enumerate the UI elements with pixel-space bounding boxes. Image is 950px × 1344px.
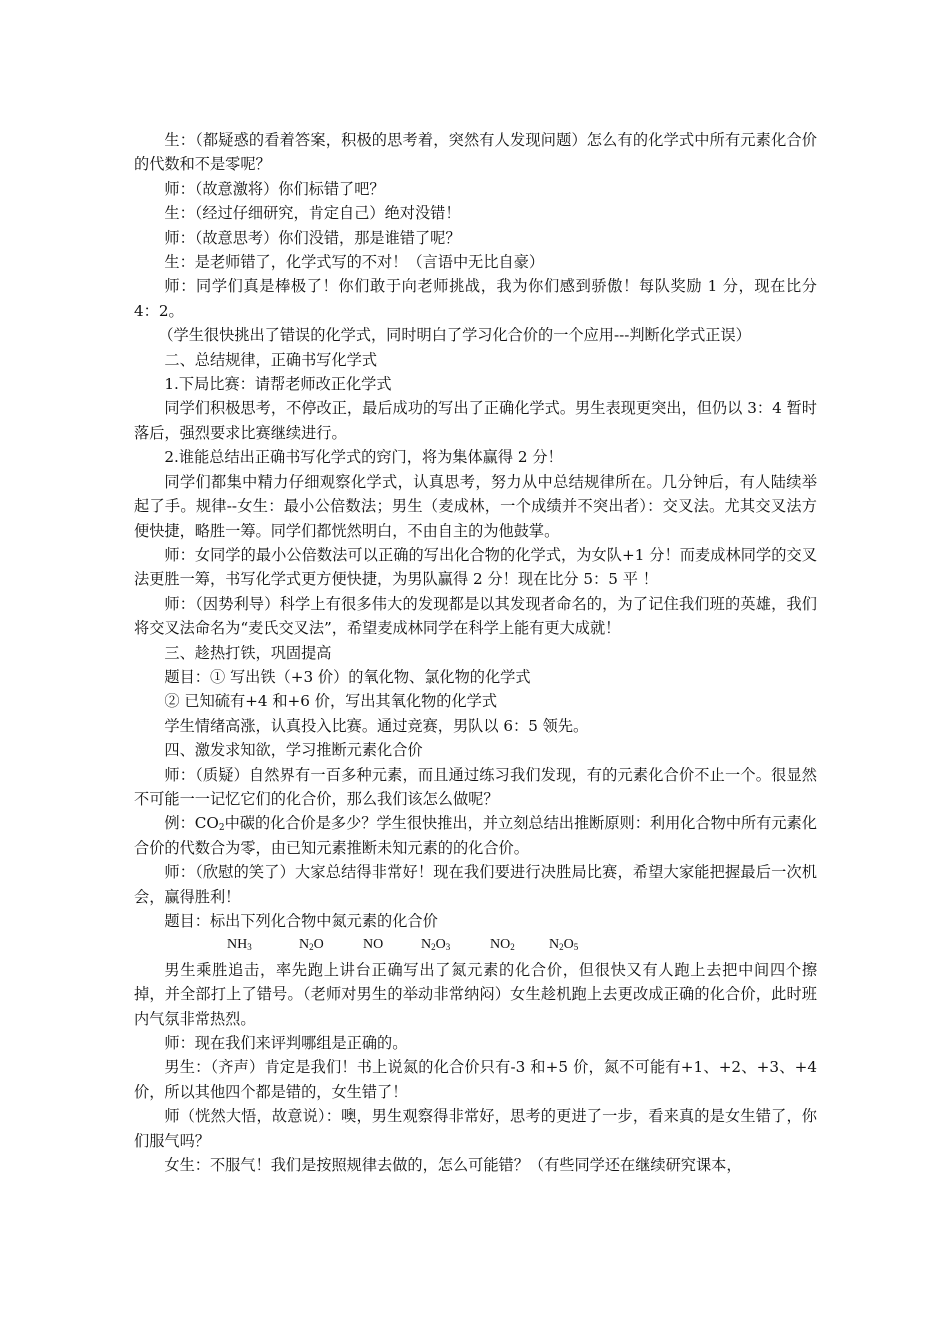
paragraph: ② 已知硫有+4 和+6 价，写出其氧化物的化学式 (164, 692, 498, 711)
formula: $N_2O_3$ (421, 937, 451, 953)
paragraph: （学生很快挑出了错误的化学式，同时明白了学习化合价的一个应用---判断化学式正误） (158, 326, 751, 345)
formula-list (134, 933, 817, 957)
section-heading: 二、总结规律，正确书写化学式 (164, 350, 378, 369)
paragraph: 生：（经过仔细研究，肯定自己）绝对没错！ (164, 204, 461, 223)
example-suffix: 中碳的化合价是多少？学生很快推出，并立刻总结出推断原则：利用化合物中所有元素化合价的代数合为零，由已知元素推断未知元素的的化合价。 (134, 814, 817, 857)
paragraph: 师：现在我们来评判哪组是正确的。 (164, 1034, 408, 1053)
section-heading: 四、激发求知欲，学习推断元素化合价 (164, 741, 423, 760)
paragraph: 师（恍然大悟，故意说）：噢，男生观察得非常好，思考的更进了一步，看来真的是女生错了，你们服气吗？ (134, 1107, 817, 1150)
paragraph: 师：（欣慰的笑了）大家总结得非常好！现在我们要进行决胜局比赛，希望大家能把握最后一次机会，赢得胜利！ (134, 863, 817, 906)
document-body (134, 128, 817, 1177)
paragraph: 男生乘胜追击，率先跑上讲台正确写出了氮元素的化合价，但很快又有人跑上去把中间四个擦掉，并全部打上了错号。（老师对男生的举动非常纳闷）女生趁机跑上去更改成正确的化合价，此时班内气氛非常热烈。 (134, 960, 817, 1028)
example-prefix: 例：CO (164, 814, 219, 833)
paragraph: 生：是老师错了，化学式写的不对！（言语中无比自豪） (164, 253, 545, 272)
example-paragraph (134, 811, 817, 860)
paragraph: 男生：（齐声）肯定是我们！书上说氮的化合价只有-3 和+5 价，氮不可能有+1、+2、+3、+4 价，所以其他四个都是错的，女生错了！ (134, 1058, 817, 1101)
paragraph: 2.谁能总结出正确书写化学式的窍门，将为集体赢得 2 分！ (164, 448, 563, 467)
formula: $NO_2$ (490, 937, 515, 953)
example-subscript: 2 (218, 823, 225, 834)
paragraph: 生：（都疑惑的看着答案，积极的思考着，突然有人发现问题）怎么有的化学式中所有元素化合价的代数和不是零呢？ (134, 131, 817, 174)
paragraph: 师：女同学的最小公倍数法可以正确的写出化合物的化学式，为女队+1 分！而麦成林同学的交叉法更胜一筹，书写化学式更方便快捷，为男队赢得 2 分！现在比分 5：5 平 ！ (134, 545, 817, 589)
paragraph: 师：（因势利导）科学上有很多伟大的发现都是以其发现者命名的，为了记住我们班的英雄，我们将交叉法命名为“麦氏交叉法”，希望麦成林同学在科学上能有更大成就！ (134, 594, 817, 638)
paragraph: 师：（故意激将）你们标错了吧？ (164, 179, 385, 198)
paragraph: 题目：标出下列化合物中氮元素的化合价 (164, 912, 438, 930)
paragraph: 学生情绪高涨，认真投入比赛。通过竞赛，男队以 6：5 领先。 (164, 716, 589, 735)
paragraph: 1.下局比赛：请帮老师改正化学式 (164, 375, 392, 394)
paragraph: 师：（故意思考）你们没错，那是谁错了呢？ (164, 228, 461, 247)
formula: $N_2O_5$ (549, 937, 579, 953)
formula: NO (363, 937, 384, 953)
paragraph: 题目：① 写出铁（+3 价）的氧化物、氯化物的化学式 (164, 667, 531, 686)
paragraph: 女生：不服气！我们是按照规律去做的，怎么可能错？（有些同学还在继续研究课本， (164, 1156, 742, 1175)
section-heading: 三、趁热打铁，巩固提高 (164, 643, 332, 662)
paragraph: 师：（质疑）自然界有一百多种元素，而且通过练习我们发现，有的元素化合价不止一个。很显然不可能一一记忆它们的化合价，那么我们该怎么做呢？ (134, 765, 817, 808)
formula: $N_2O$ (299, 937, 324, 953)
paragraph: 同学们都集中精力仔细观察化学式，认真思考，努力从中总结规律所在。几分钟后，有人陆续举起了手。规律--女生：最小公倍数法；男生（麦成林，一个成绩并不突出者）：交叉法。尤其交叉法方便快捷，略胜一筹。同学们都恍然明白，不由自主的为他鼓掌。 (134, 472, 817, 540)
formula: $NH_3$ (227, 937, 252, 953)
paragraph: 师：同学们真是棒极了！你们敢于向老师挑战，我为你们感到骄傲！每队奖励 1 分，现在比分 4：2。 (134, 277, 817, 320)
paragraph: 同学们积极思考，不停改正，最后成功的写出了正确化学式。男生表现更突出，但仍以 3：4 暂时落后，强烈要求比赛继续进行。 (134, 399, 817, 442)
